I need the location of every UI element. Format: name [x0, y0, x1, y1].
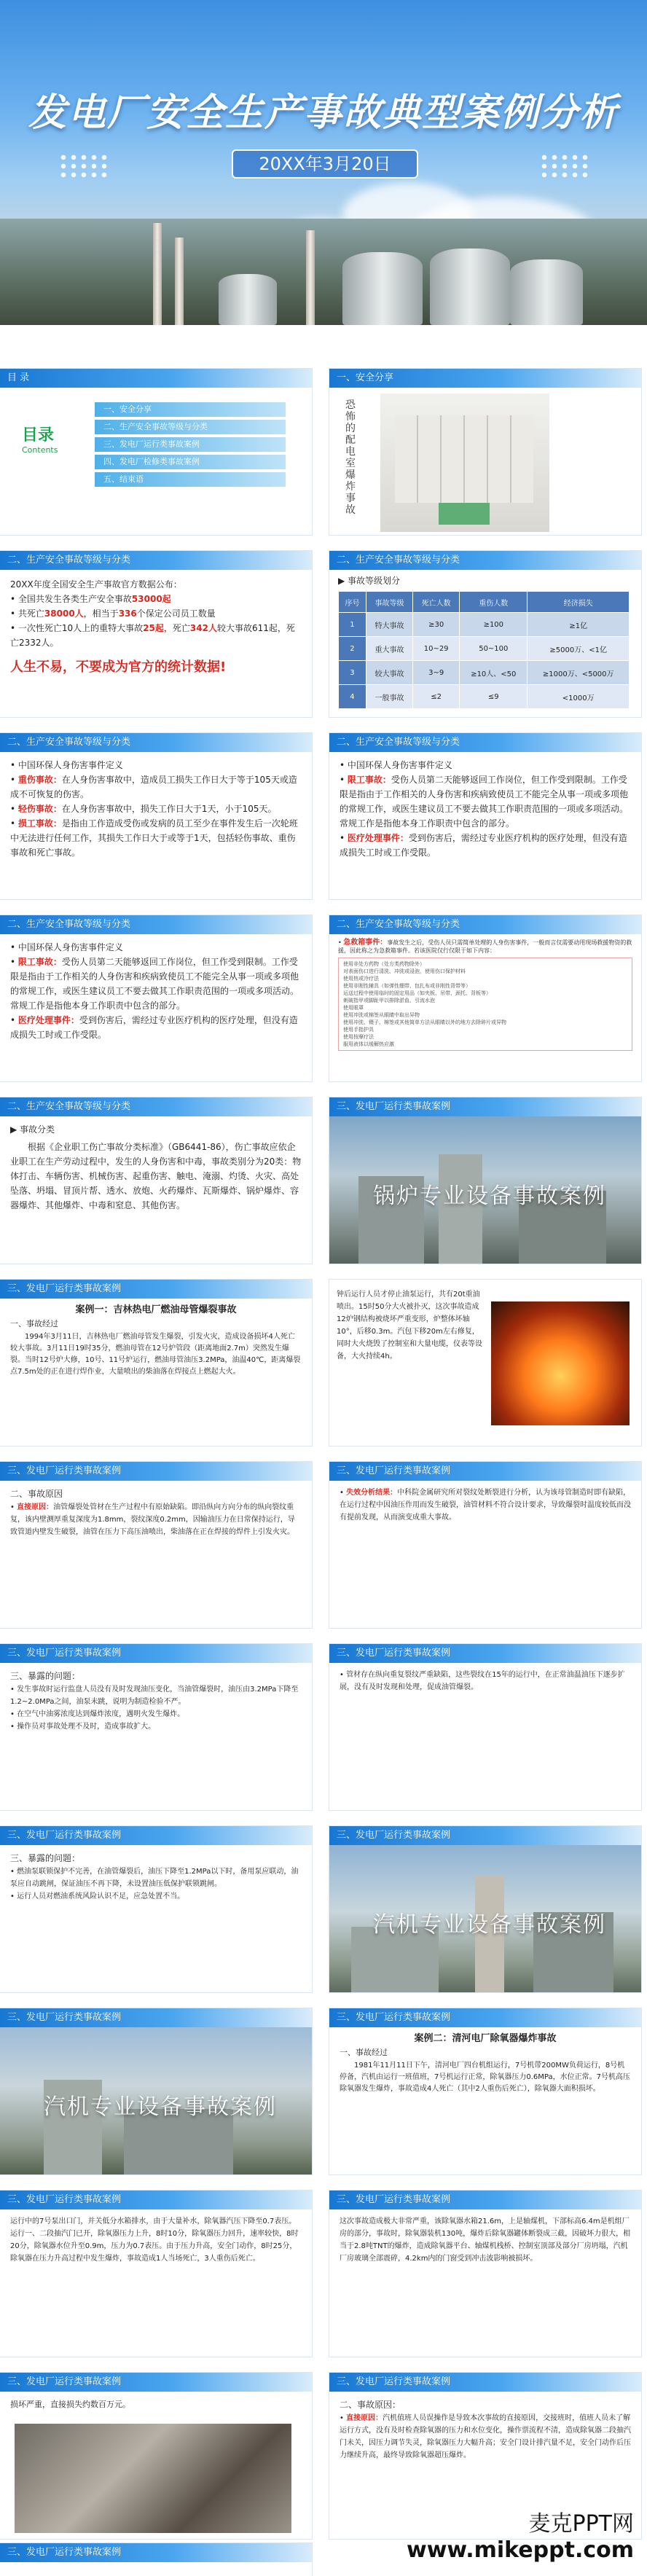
fire-photo — [491, 1301, 630, 1425]
slide-header: 二、生产安全事故等级与分类 — [329, 915, 641, 934]
table-header-row: 序号 事故等级 死亡人数 重伤人数 经济损失 — [339, 592, 630, 613]
def-item: • 轻伤事故：在人身伤害事故中，损失工作日大于1天，小于105天。 — [10, 804, 277, 814]
stat-line-2: • 共死亡38000人，相当于336个保定公司员工数量 — [10, 608, 216, 619]
table-row: 1 特大事故 ≥30 ≥100 ≥1亿 — [339, 613, 630, 637]
def-item: • 损工事故：是指由工作造成受伤或发病的员工至少在事件发生后一次轮班中无法进行任何工作，其损失工作日大于或等于1天，包括轻伤事故、重伤事故和死亡事故。 — [10, 818, 298, 858]
slide-header: 二、生产安全事故等级与分类 — [0, 551, 312, 570]
slide-header: 三、发电厂运行类事故案例 — [0, 2373, 312, 2392]
slide-header: 二、生产安全事故等级与分类 — [329, 551, 641, 570]
section-cover-title: 锅炉专业设备事故案例 — [373, 1183, 606, 1209]
toc-item[interactable]: 五、结束语 — [95, 472, 286, 487]
case-title: 案例二：清河电厂除氧器爆炸事故 — [414, 2033, 557, 2044]
table-row: 3 较大事故 3~9 ≥10人、<50 ≥1000万、<5000万 — [339, 661, 630, 685]
table-row: 4 一般事故 ≤2 ≤9 <1000万 — [339, 685, 630, 709]
toc-item[interactable]: 二、生产安全事故等级与分类 — [95, 420, 286, 434]
cause-text: • 直接原因：汽机值班人员误操作是导致本次事故的直接原因，交接班时，值班人员未了解运行方式，没有及时检查除氧器的压力和水位变化，操作票流程不清，造成除氧器二段抽汽门未关，因压力调节失灵，除氧器压力大幅升高；安全门设计排汽量不足，安全门动作后压力继续升高，最终导致除氧器超压爆炸。 — [340, 2414, 631, 2459]
watermark — [407, 2505, 634, 2563]
case-subtitle: 一、事故经过 — [340, 2048, 388, 2057]
grade-table — [338, 591, 630, 709]
def-item: • 重伤事故：在人身伤害事故中，造成员工损失工作日大于等于105天或造成不可恢复的伤害。 — [10, 775, 297, 799]
slide-header: 三、发电厂运行类事故案例 — [329, 2191, 641, 2209]
grade-table-slide — [329, 551, 641, 717]
toc-title: 目录 — [22, 426, 55, 445]
case2d-slide — [0, 2373, 312, 2539]
case-subtitle: 一、事故经过 — [10, 1319, 58, 1328]
def-item: • 限工事故：受伤人员第二天能够返回工作岗位，但工作受到限制。工作受限是指由于工作相关的人身伤害和疾病致使员工不能完全从事一项或多项他的常规工作，或医生建议员工不要去做其工作职责范围的一项或多项活动。常规工作是指他本身工作职责中包含的部分。 — [10, 957, 299, 1011]
injury-def3-slide — [0, 915, 312, 1081]
slide-header: 一、安全分享 — [329, 369, 641, 388]
cause-text: • 直接原因：油管爆裂处管材在生产过程中有原始缺陷。即沿纵向方向分布的纵向裂纹重复，该内壁测厚重复深度为1.8mm，裂纹深度0.2mm，因输油压力在日常保持运行，导致管道内壁发生破裂，油管在压力下高压油喷出，柴油落在正在焊接的焊件上引发火灾。 — [10, 1503, 295, 1536]
def-item: • 医疗处理事件：受到伤害后，需经过专业医疗机构的医疗处理，但没有造成损失工时或工作受限。 — [340, 833, 627, 858]
slide-header: 三、发电厂运行类事故案例 — [329, 1826, 641, 1845]
case-text: 1994年3月11日，吉林热电厂燃油母管发生爆裂，引发火灾，造成设备损坏4人死亡较大事故。3月11日19时35分，燃油母管在12号炉管段（距离地面2.7m）突然发生爆裂。当时12号炉大修，10号、11号炉运行，燃油母管油压3.2MPa，油温40℃，距离爆裂点7.5m处的正在进行焊作业，大量喷出的柴油落在焊接点上燃起大火。 — [10, 1333, 301, 1376]
slide-header: 三、发电厂运行类事故案例 — [329, 1097, 641, 1116]
cover-title: 发电厂安全生产事故典型案例分析 — [28, 91, 619, 135]
boiler-cover-slide — [329, 1097, 641, 1264]
case-subtitle: 三、暴露的问题： — [10, 1671, 81, 1681]
slide-header: 二、生产安全事故等级与分类 — [0, 1097, 312, 1116]
toc-slide — [0, 369, 312, 535]
slide-header: 三、发电厂运行类事故案例 — [0, 1826, 312, 1845]
slide-header: 三、发电厂运行类事故案例 — [0, 2008, 312, 2027]
case-text: 运行中的7号泵出口门，并关低分水箱排水，由于大量补水，除氧器汽压下降至0.7表压。运行一、二段抽汽门已开，除氧器压力上升，8时10分，除氧器压力回升，速率较快，8时20分，除氧器水位升至0.9m，压力为0.7表压。由于压力升高，安全门动作，8时25分，除氧器在压力升高过程中发生爆炸，事故造成1人当场死亡，3人重伤后死亡。 — [10, 2217, 299, 2263]
share-caption: 恐怖的配电室爆炸事故 — [345, 399, 356, 516]
table-row: 2 重大事故 10~29 50~100 ≥5000万、<1亿 — [339, 637, 630, 661]
slide-header: 三、发电厂运行类事故案例 — [329, 2008, 641, 2027]
slide-header: 三、发电厂运行类事故案例 — [0, 1280, 312, 1299]
table-subtitle: ▶ 事故等级划分 — [338, 576, 401, 586]
def-title: • 中国环保人身伤害事件定义 — [10, 942, 123, 952]
case-text: 1981年11月11日下午，清河电厂四台机组运行，7号机带200MW负荷运行，8号机停备，汽机由运行一班值班，7号机运行正常，除氧器压力0.6MPa，水位正常。7号机高压除氧器发生爆炸，事故造成4人死亡（其中2人重伤后死亡），除氧器大面积损坏。 — [340, 2062, 630, 2093]
case2-lesson-slide — [0, 2543, 312, 2576]
dots-decoration — [58, 153, 109, 181]
slide-header: 三、发电厂运行类事故案例 — [0, 2543, 312, 2562]
grade-intro-slide — [0, 551, 312, 717]
cover-date: 20XX年3月20日 — [232, 149, 418, 179]
cover-slide — [0, 0, 647, 325]
dots-decoration — [539, 153, 590, 181]
case1-cause2-slide — [329, 1462, 641, 1628]
category-subtitle: ▶ 事故分类 — [10, 1124, 55, 1135]
first-aid-list: 使用非处方药物（处方类药物除外） 对表面伤口进行清洗、冲洗或浸泡，使用伤口保护材料 使用热或冷疗法 使用非刚性辅具（如弹性绷带、包扎布或非刚性背带等） 运送过程中使用临时的固定用品（如夹板、吊带、颈托、背板等） 刺破指甲或脚趾甲以排除淤血、引流水泡 使用眼罩 使用冲洗或棉签从眼睛中取出异物 使用冲洗、镊子、棉签或其他简单方法从眼睛以外的地方去除碎片或异物 使用手指护具 使用按摩疗法 服用液体以缓解热应激 — [338, 958, 632, 1051]
lesson-item: • 管材存在纵向重复裂纹严重缺陷，这些裂纹在15年的运行中，在正常油温油压下逐步扩展，没有及时发现和处理，促成油管爆裂。 — [340, 1671, 625, 1691]
def-title: • 中国环保人身伤害事件定义 — [10, 760, 123, 770]
slide-header: 二、生产安全事故等级与分类 — [329, 733, 641, 752]
lesson-item: • 燃油泵联锁保护不完善，在油管爆裂后，油压下降至1.2MPa以下时，备用泵应联动，油泵应自动跳闸，保证油压不再下降，未设置油压低保护联锁跳闸。 — [10, 1868, 299, 1888]
lesson-item: • 操作员对事故处理不及时，造成事故扩大。 — [10, 1723, 156, 1731]
slide-header: 二、生产安全事故等级与分类 — [0, 915, 312, 934]
case-text: 损坏严重，直接损失约数百万元。 — [10, 2400, 130, 2409]
case1-lesson3-slide — [0, 1826, 312, 1992]
slogan: 人生不易，不要成为官方的统计数据! — [10, 659, 227, 675]
toc-item[interactable]: 四、发电厂检修类事故案例 — [95, 455, 286, 469]
case1-cause-slide — [0, 1462, 312, 1628]
case-subtitle: 二、事故原因 — [10, 1489, 63, 1499]
stat-line-1: • 全国共发生各类生产安全事故53000起 — [10, 594, 171, 604]
toc-item[interactable]: 三、发电厂运行类事故案例 — [95, 437, 286, 452]
case-subtitle: 三、暴露的问题： — [10, 1853, 81, 1863]
def-item: • 医疗处理事件：受到伤害后，需经过专业医疗机构的医疗处理，但没有造成损失工时或工作受限。 — [10, 1015, 298, 1040]
lesson-item: • 发生事故时运行监盘人员没有及时发现油压变化，当油管爆裂时，油压由3.2MPa下降至1.2~2.0MPa之间，油泵未跳，说明为制造检验不严。 — [10, 1686, 299, 1706]
first-aid-slide — [329, 915, 641, 1081]
lesson-item: • 在空气中油雾浓度达到爆炸浓度，遇明火发生爆炸。 — [10, 1710, 185, 1718]
def-item: • 限工事故：受伤人员第二天能够返回工作岗位，但工作受到限制。工作受限是指由于工作相关的人身伤害和疾病致使员工不能完全从事一项或多项他的常规工作，或医生建议员工不要去做其工作职责范围的一项或多项活动。常规工作是指他本身工作职责中包含的部分。 — [340, 775, 629, 829]
switch-room-photo — [380, 394, 549, 532]
section-cover-title: 汽机专业设备事故案例 — [44, 2094, 277, 2120]
case1-lesson-slide — [0, 1644, 312, 1810]
watermark-brand: 麦克PPT网 — [528, 2511, 634, 2537]
slide-header: 三、发电厂运行类事故案例 — [329, 1462, 641, 1481]
case-title: 案例一：吉林热电厂燃油母管爆裂事故 — [75, 1304, 237, 1315]
case2c-slide — [329, 2191, 641, 2357]
lesson-item: • 运行人员对燃油系统风险认识不足，应急处置不当。 — [10, 1892, 185, 1900]
stat-line-3: • 一次性死亡10人上的重特大事故25起，死亡342人较大事故611起，死亡2332人。 — [10, 623, 295, 648]
injury-def2-slide — [329, 733, 641, 899]
case2b-slide — [0, 2191, 312, 2357]
slide-header: 二、生产安全事故等级与分类 — [0, 733, 312, 752]
turbine-cover-slide — [329, 1826, 641, 1992]
case1-slide — [0, 1280, 312, 1446]
first-aid-intro: • 急救箱事件：事故发生之后，受伤人员只需简单处理的人身伤害事件，一般而言仅需要动用现场救援物资的救援，因此称之为急救箱事件。若该医院仅行仅限于如下内容： — [338, 939, 632, 954]
case-text: 这次事故造成极大非常严重，该除氧器水箱21.6m，上是轴煤机，下部标高6.4m是机组厂房的部分，事故时，除氧器装机130吨，爆炸后除氧器罐体断裂成三截，因破坏力很大，相当于2.8吨TNT的爆炸，造成除氧器平台、轴煤机栈桥、控制室顶部及部分厂房坍塌，汽机厂房玻璃全部震碎，4.2km内的门窗受到冲击波影响被损坏。 — [340, 2217, 631, 2263]
power-plant-illustration — [0, 219, 647, 325]
case-subtitle: 二、事故原因： — [340, 2400, 401, 2410]
watermark-url: www.mikeppt.com — [407, 2537, 634, 2563]
case2-text-slide — [329, 2008, 641, 2174]
category-slide — [0, 1097, 312, 1264]
slide-header: 三、发电厂运行类事故案例 — [329, 2373, 641, 2392]
def-title: • 中国环保人身伤害事件定义 — [340, 760, 452, 770]
case1b-slide — [329, 1280, 641, 1446]
toc-subtitle: Contents — [22, 445, 58, 455]
slide-header: 三、发电厂运行类事故案例 — [329, 1644, 641, 1663]
toc-item[interactable]: 一、安全分享 — [95, 402, 286, 417]
section-cover-title: 汽机专业设备事故案例 — [373, 1912, 606, 1938]
slide-header: 三、发电厂运行类事故案例 — [0, 2191, 312, 2209]
case1-lesson2-slide — [329, 1644, 641, 1810]
slide-header: 目 录 — [0, 369, 312, 388]
injury-def-slide — [0, 733, 312, 899]
cause-text: • 失效分析结果：中科院金属研究所对裂纹处断裂进行分析，认为该母管制造时即有缺陷，在运行过程中因油压作用而发生破裂，油管材料不符合设计要求，导致爆裂时温度较低而没有提前发现，从而演变成重大事故。 — [340, 1489, 631, 1522]
case2-slide — [0, 2008, 312, 2174]
share-slide — [329, 369, 641, 535]
case-text: 钟后运行人员才停止油泵运行，共有20t重油喷出。15时50分大火被扑灭，这次事故造成12炉钢结构被烧坏严重变形，炉整体坏轴10°，后移0.3m。汽包下移20m左右修复，同时大火烧毁了控制室和大量电缆，仪表等设备，大火持续4h。 — [337, 1291, 482, 1361]
damage-photo — [15, 2424, 291, 2533]
category-text: 根据《企业职工伤亡事故分类标准》（GB6441-86），伤亡事故应依企业职工在生产劳动过程中，发生的人身伤害和中毒，事故类别分为20类：物体打击、车辆伤害、机械伤害、起重伤害、触电、淹溺、灼烫、火灾、高处坠落、坍塌、冒顶片帮、透水、放炮、火药爆炸、瓦斯爆炸、锅炉爆炸、容器爆炸、其他爆炸、中毒和窒息、其他伤害。 — [10, 1142, 302, 1210]
slide-header: 三、发电厂运行类事故案例 — [0, 1462, 312, 1481]
slide-header: 三、发电厂运行类事故案例 — [0, 1644, 312, 1663]
intro-lead: 20XX年度全国安全生产事故官方数据公布： — [10, 579, 182, 590]
